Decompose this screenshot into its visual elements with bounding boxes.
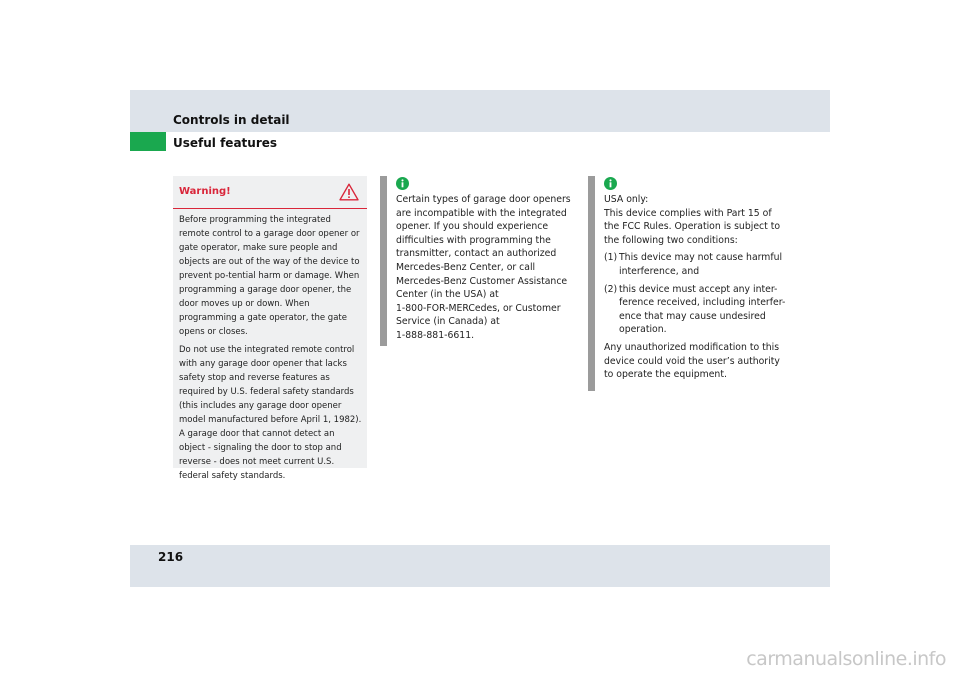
warning-triangle-icon	[339, 183, 359, 201]
warning-body	[179, 213, 363, 487]
warning-header	[173, 176, 367, 209]
condition-number: (1)	[604, 252, 618, 264]
info-line: Center (in the USA) at	[396, 289, 499, 301]
info-note-compatibility	[380, 176, 580, 346]
warning-paragraph: A garage door that cannot detect an object - signaling the door to stop and reverse - does not meet current U.S. federal safety standards.	[179, 429, 342, 481]
info-line: 1-800-FOR-MERCedes, or Customer	[396, 302, 561, 314]
warning-paragraph: Do not use the integrated remote control with any garage door opener that lacks safety stop and reverse features as required by U.S. federal safety standards (this includes any garage door opener model manufactured before April 1, 1982).	[179, 345, 362, 425]
info-line: opener. If you should experience	[396, 221, 549, 233]
info-icon	[604, 177, 617, 190]
section-title: Controls in detail	[173, 113, 290, 127]
watermark: carmanualsonline.info	[746, 648, 946, 670]
warning-paragraph: Before programming the integrated remote control to a garage door opener or gate operator, make sure people and objects are out of the way of the device to prevent po-tential harm or damage. When programming a garage door opener, the door moves up or down. When programming a gate operator, the gate opens or closes.	[179, 215, 360, 337]
section-marker	[130, 132, 166, 151]
section-subtitle: Useful features	[173, 136, 278, 150]
info-line: the FCC Rules. Operation is subject to	[604, 221, 781, 233]
info-line: Certain types of garage door openers	[396, 194, 571, 205]
info-line: interference, and	[619, 265, 700, 277]
condition-item	[604, 251, 798, 278]
condition-text	[619, 283, 798, 337]
info-line: Any unauthorized modification to this	[604, 341, 780, 353]
info-line: ference received, including interfer-	[619, 297, 786, 309]
condition-number: (2)	[604, 283, 618, 295]
info-line: 1-888-881-6611.	[396, 329, 475, 341]
info-line: this device must accept any inter-	[619, 283, 778, 295]
info-bar	[380, 176, 387, 346]
info-note-fcc	[588, 176, 798, 391]
condition-text	[619, 251, 798, 278]
info-text	[396, 193, 586, 343]
info-line: operation.	[619, 324, 667, 336]
footer-band	[130, 545, 830, 587]
info-line: Mercedes-Benz Customer Assistance	[396, 275, 568, 287]
info-line: device could void the user’s authority	[604, 355, 780, 367]
info-line: Mercedes-Benz Center, or call	[396, 261, 536, 273]
info-line: transmitter, contact an authorized	[396, 248, 557, 260]
info-line: ence that may cause undesired	[619, 310, 766, 322]
info-bar	[588, 176, 595, 391]
info-line: difficulties with programming the	[396, 234, 551, 246]
info-line: the following two conditions:	[604, 234, 738, 246]
info-line: Service (in Canada) at	[396, 316, 500, 328]
info-icon	[396, 177, 409, 190]
warning-title: Warning!	[179, 186, 231, 197]
page-number: 216	[158, 550, 184, 564]
info-line: are incompatible with the integrated	[396, 207, 567, 219]
info-line: This device complies with Part 15 of	[604, 207, 772, 219]
info-text	[604, 193, 798, 382]
warning-box	[173, 176, 367, 481]
info-line: USA only:	[604, 194, 649, 205]
info-line: to operate the equipment.	[604, 369, 727, 381]
condition-item	[604, 283, 798, 337]
info-line: This device may not cause harmful	[619, 252, 783, 264]
